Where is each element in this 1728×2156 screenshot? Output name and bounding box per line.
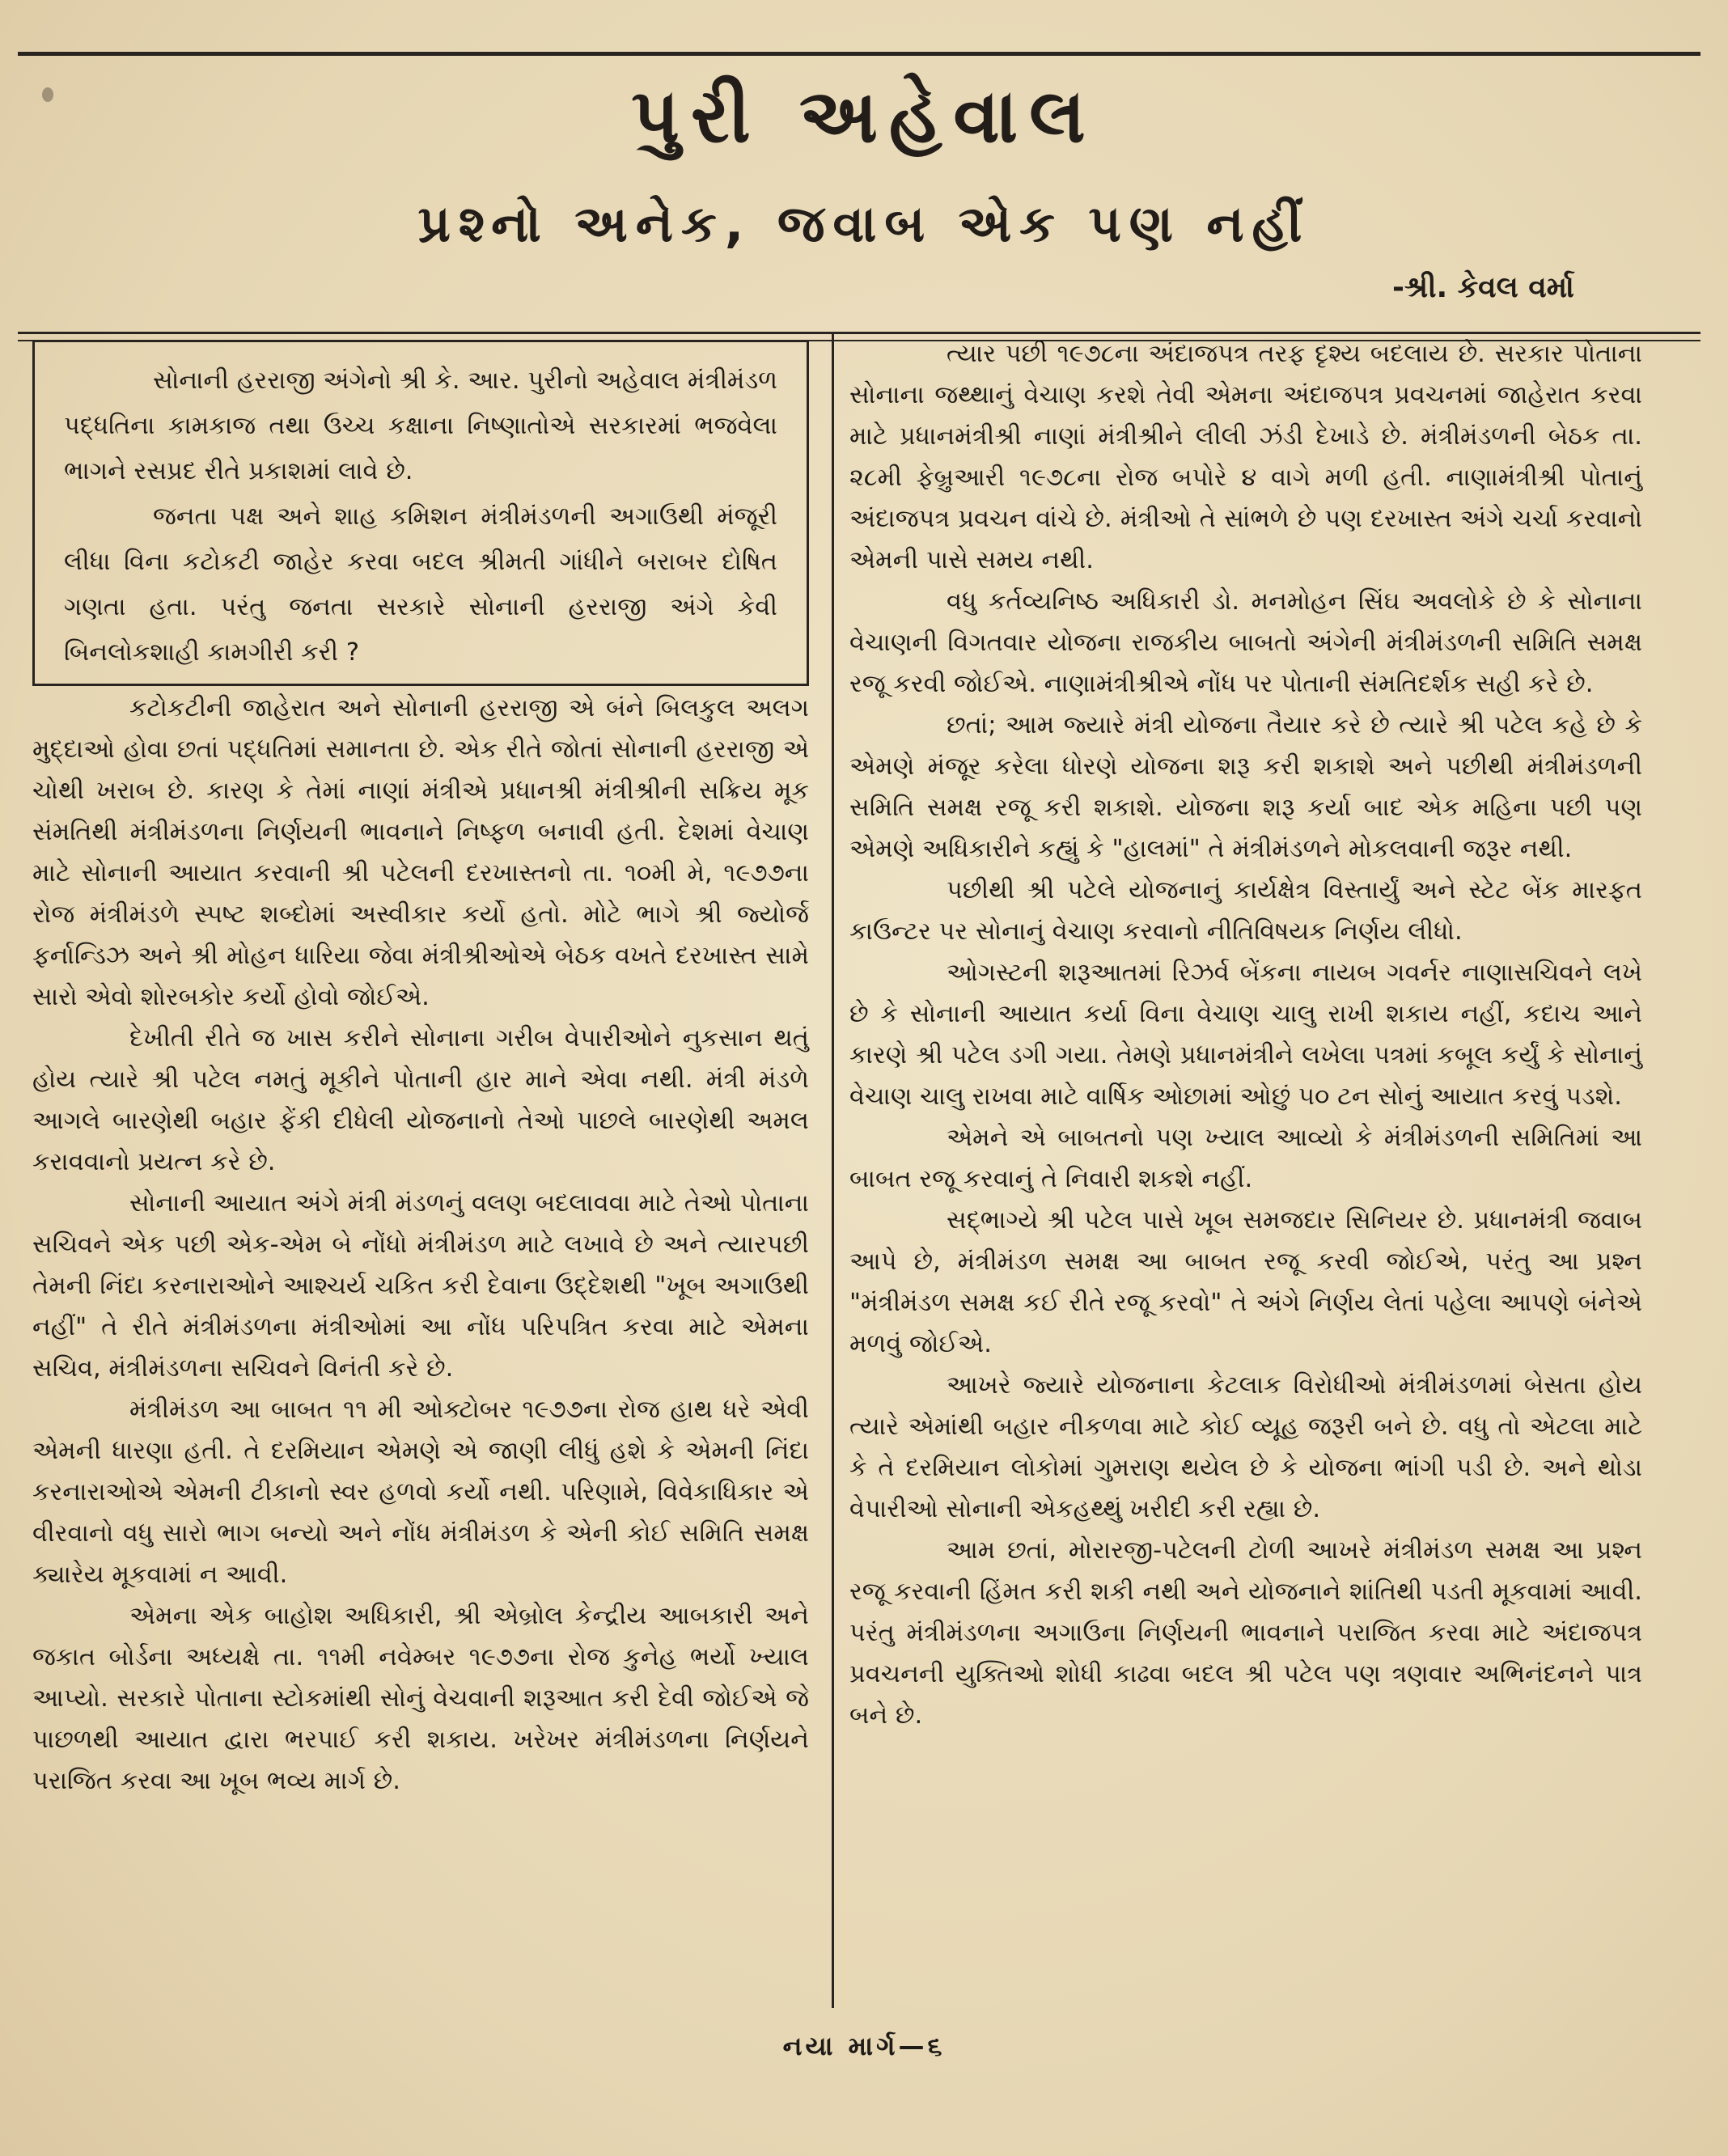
body-paragraph: આખરે જ્યારે યોજનાના કેટલાક વિરોધીઓ મંત્રીમંડળમાં બેસતા હોય ત્યારે એમાંથી બહાર નીકળવા માટે કોઈ વ્યૂહ જરૂરી બને છે. વધુ તો એટલા માટે કે તે દરમિયાન લોકોમાં ગુમરાણ થયેલ છે કે યોજના ભાંગી પડી છે. અને થોડા વેપારીઓ સોનાની એકહથ્થું ખરીદી કરી રહ્યા છે.: [849, 1371, 1642, 1523]
byline: -શ્રી. કેવલ વર્મા: [1391, 271, 1574, 304]
body-paragraph: દેખીતી રીતે જ ખાસ કરીને સોનાના ગરીબ વેપારીઓને નુકસાન થતું હોય ત્યારે શ્રી પટેલ નમતું મૂકીને પોતાની હાર માને એવા નથી. મંત્રી મંડળે આગલે બારણેથી બહાર ફેંકી દીધેલી યોજનાનો તેઓ પાછલે બારણેથી અમલ કરાવવાનો પ્રયત્ન કરે છે.: [32, 1024, 809, 1176]
body-paragraph: વધુ કર્તવ્યનિષ્ઠ અધિકારી ડો. મનમોહન સિંઘ અવલોકે છે કે સોનાના વેચાણની વિગતવાર યોજના રાજકીય બાબતો અંગેની મંત્રીમંડળની સમિતિ સમક્ષ રજૂ કરવી જોઈએ. નાણામંત્રીશ્રીએ નોંધ પર પોતાની સંમતિદર્શક સહી કરે છે.: [849, 587, 1642, 698]
right-column: [849, 333, 1642, 1736]
body-paragraph: મંત્રીમંડળ આ બાબત ૧૧ મી ઓક્ટોબર ૧૯૭૭ના રોજ હાથ ધરે એવી એમની ધારણા હતી. તે દરમિયાન એમણે એ જાણી લીધું હશે કે એમની નિંદા કરનારાઓએ એમની ટીકાનો સ્વર હળવો કર્યો નથી. પરિણામે, વિવેકાધિકાર એ વીરવાનો વધુ સારો ભાગ બન્યો અને નોંધ મંત્રીમંડળ કે એની કોઈ સમિતિ સમક્ષ ક્યારેય મૂકવામાં ન આવી.: [32, 1396, 809, 1589]
intro-box: [32, 340, 809, 686]
body-paragraph: એમને એ બાબતનો પણ ખ્યાલ આવ્યો કે મંત્રીમંડળની સમિતિમાં આ બાબત રજૂ કરવાનું તે નિવારી શકશે નહીં.: [849, 1124, 1642, 1193]
column-divider: [832, 333, 834, 2008]
top-rule: [18, 52, 1700, 56]
page-footer: નયા માર્ગ—૬: [782, 2031, 946, 2061]
body-paragraph: ઓગસ્ટની શરૂઆતમાં રિઝર્વ બેંકના નાયબ ગવર્નર નાણાસચિવને લખે છે કે સોનાની આયાત કર્યા વિના વેચાણ ચાલુ રાખી શકાય નહીં, કદાચ આને કારણે શ્રી પટેલ ડગી ગયા. તેમણે પ્રધાનમંત્રીને લખેલા પત્રમાં કબૂલ કર્યું કે સોનાનું વેચાણ ચાલુ રાખવા માટે વાર્ષિક ઓછામાં ઓછું ૫૦ ટન સોનું આયાત કરવું પડશે.: [849, 959, 1642, 1111]
headline: પુરી અહેવાલ: [631, 73, 1097, 159]
intro-paragraph: સોનાની હરરાજી અંગેનો શ્રી કે. આર. પુરીનો અહેવાલ મંત્રીમંડળ પદ્ધતિના કામકાજ તથા ઉચ્ચ કક્ષાના નિષ્ણાતોએ સરકારમાં ભજવેલા ભાગને રસપ્રદ રીતે પ્રકાશમાં લાવે છે.: [64, 366, 777, 485]
body-paragraph: સદ્ભાગ્યે શ્રી પટેલ પાસે ખૂબ સમજદાર સિનિયર છે. પ્રધાનમંત્રી જવાબ આપે છે, મંત્રીમંડળ સમક્ષ આ બાબત રજૂ કરવી જોઈએ, પરંતુ આ પ્રશ્ન "મંત્રીમંડળ સમક્ષ કઈ રીતે રજૂ કરવો" તે અંગે નિર્ણય લેતાં પહેલા આપણે બંનેએ મળવું જોઈએ.: [849, 1206, 1642, 1358]
body-paragraph: આમ છતાં, મોરારજી-પટેલની ટોળી આખરે મંત્રીમંડળ સમક્ષ આ પ્રશ્ન રજૂ કરવાની હિંમત કરી શકી નથી અને યોજનાને શાંતિથી પડતી મૂકવામાં આવી. પરંતુ મંત્રીમંડળના અગાઉના નિર્ણયની ભાવનાને પરાજિત કરવા માટે અંદાજપત્ર પ્રવચનની યુક્તિઓ શોધી કાઢવા બદલ શ્રી પટેલ પણ ત્રણવાર અભિનંદનને પાત્ર બને છે.: [849, 1536, 1642, 1730]
body-paragraph: કટોકટીની જાહેરાત અને સોનાની હરરાજી એ બંને બિલકુલ અલગ મુદ્દાઓ હોવા છતાં પદ્ધતિમાં સમાનતા છે. એક રીતે જોતાં સોનાની હરરાજી એ ચોથી ખરાબ છે. કારણ કે તેમાં નાણાં મંત્રીએ પ્રધાનશ્રી મંત્રીશ્રીની સક્રિય મૂક સંમતિથી મંત્રીમંડળના નિર્ણયની ભાવનાને નિષ્ફળ બનાવી હતી. દેશમાં વેચાણ માટે સોનાની આયાત કરવાની શ્રી પટેલની દરખાસ્તનો તા. ૧૦મી મે, ૧૯૭૭ના રોજ મંત્રીમંડળે સ્પષ્ટ શબ્દોમાં અસ્વીકાર કર્યો હતો. મોટે ભાગે શ્રી જ્યોર્જ ફર્નાન્ડિઝ અને શ્રી મોહન ધારિયા જેવા મંત્રીશ્રીઓએ બેઠક વખતે દરખાસ્ત સામે સારો એવો શોરબકોર કર્યો હોવો જોઈએ.: [32, 694, 810, 1011]
body-paragraph: ત્યાર પછી ૧૯૭૮ના અંદાજપત્ર તરફ દૃશ્ય બદલાય છે. સરકાર પોતાના સોનાના જથ્થાનું વેચાણ કરશે તેવી એમના અંદાજપત્ર પ્રવચનમાં જાહેરાત કરવા માટે પ્રધાનમંત્રીશ્રી નાણાં મંત્રીશ્રીને લીલી ઝંડી દેખાડે છે. મંત્રીમંડળની બેઠક તા. ૨૮મી ફેબ્રુઆરી ૧૯૭૮ના રોજ બપોરે ૪ વાગે મળી હતી. નાણામંત્રીશ્રી પોતાનું અંદાજપત્ર પ્રવચન વાંચે છે. મંત્રીઓ તે સાંભળે છે પણ દરખાસ્ત અંગે ચર્ચા કરવાનો એમની પાસે સમય નથી.: [849, 340, 1642, 574]
body-paragraph: એમના એક બાહોશ અધિકારી, શ્રી એબ્રોલ કેન્દ્રીય આબકારી અને જકાત બોર્ડના અધ્યક્ષે તા. ૧૧મી નવેમ્બર ૧૯૭૭ના રોજ કુનેહ ભર્યો ખ્યાલ આપ્યો. સરકારે પોતાના સ્ટોકમાંથી સોનું વેચવાની શરૂઆત કરી દેવી જોઈએ જે પાછળથી આયાત દ્વારા ભરપાઈ કરી શકાય. ખરેખર મંત્રીમંડળના નિર્ણયને પરાજિત કરવા આ ખૂબ ભવ્ય માર્ગ છે.: [32, 1602, 809, 1795]
subheadline: પ્રશ્નો અનેક, જવાબ એક પણ નહીં: [417, 194, 1311, 253]
intro-paragraph: જનતા પક્ષ અને શાહ કમિશન મંત્રીમંડળની અગાઉથી મંજૂરી લીધા વિના કટોકટી જાહેર કરવા બદલ શ્રીમતી ગાંધીને બરાબર દોષિત ગણતા હતા. પરંતુ જનતા સરકારે સોનાની હરરાજી અંગે કેવી બિનલોકશાહી કામગીરી કરી ?: [64, 502, 777, 667]
body-paragraph: પછીથી શ્રી પટેલે યોજનાનું કાર્યક્ષેત્ર વિસ્તાર્યું અને સ્ટેટ બેંક મારફત કાઉન્ટર પર સોનાનું વેચાણ કરવાનો નીતિવિષયક નિર્ણય લીધો.: [849, 876, 1642, 946]
left-column: [32, 688, 809, 1802]
body-paragraph: છતાં; આમ જ્યારે મંત્રી યોજના તૈયાર કરે છે ત્યારે શ્રી પટેલ કહે છે કે એમણે મંજૂર કરેલા ધોરણે યોજના શરૂ કરી શકાશે અને પછીથી મંત્રીમંડળની સમિતિ સમક્ષ રજૂ કરી શકાશે. યોજના શરૂ કર્યા બાદ એક મહિના પછી પણ એમણે અધિકારીને કહ્યું કે "હાલમાં" તે મંત્રીમંડળને મોકલવાની જરૂર નથી.: [849, 711, 1642, 863]
body-paragraph: સોનાની આયાત અંગે મંત્રી મંડળનું વલણ બદલાવવા માટે તેઓ પોતાના સચિવને એક પછી એક-એમ બે નોંધો મંત્રીમંડળ માટે લખાવે છે અને ત્યારપછી તેમની નિંદા કરનારાઓને આશ્ચર્ય ચકિત કરી દેવાના ઉદ્દેશથી "ખૂબ અગાઉથી નહીં" તે રીતે મંત્રીમંડળના મંત્રીઓમાં આ નોંધ પરિપત્રિત કરવા માટે એમના સચિવ, મંત્રીમંડળના સચિવને વિનંતી કરે છે.: [32, 1189, 809, 1383]
